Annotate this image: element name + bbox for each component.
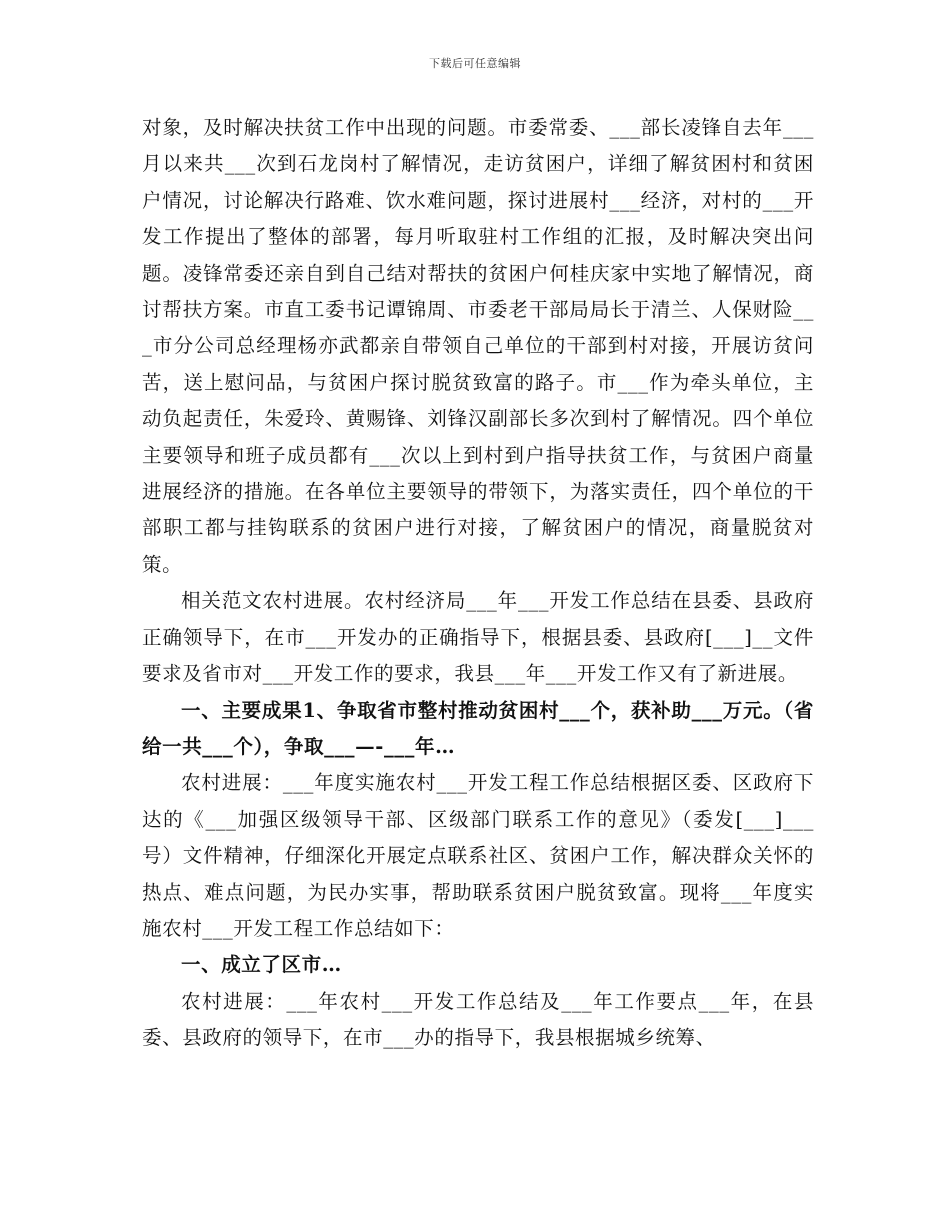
section-heading-main-results: 一、主要成果1、争取省市整村推动贫困村___个，获补助___万元。（省给一共___个），争取___—-___年…: [142, 698, 814, 758]
document-body: [142, 110, 814, 1057]
paragraph-2: 相关范文农村进展。农村经济局___年___开发工作总结在县委、县政府正确领导下，在市___开发办的正确指导下，根据县委、县政府[___]__文件要求及省市对___开发工作的要求，我县___年___开发工作又有了新进展。: [142, 589, 814, 686]
paragraph-6: 农村进展：___年农村___开发工作总结及___年工作要点___年，在县委、县政府的领导下，在市___办的指导下，我县根据城乡统筹、: [142, 989, 814, 1050]
paragraph-1: 对象，及时解决扶贫工作中出现的问题。市委常委、___部长凌锋自去年___月以来共___次到石龙岗村了解情况，走访贫困户，详细了解贫困村和贫困户情况，讨论解决行路难、饮水难问题，探讨进展村___经济，对村的___开发工作提出了整体的部署，每月听取驻村工作组的汇报，及时解决突出问题。凌锋常委还亲自到自己结对帮扶的贫困户何桂庆家中实地了解情况，商讨帮扶方案。市直工委书记谭锦周、市委老干部局局长于清兰、人保财险___市分公司总经理杨亦武都亲自带领自己单位的干部到村对接，开展访贫问苦，送上慰问品，与贫困户探讨脱贫致富的路子。市___作为牵头单位，主动负起责任，朱爱玲、黄赐锋、刘锋汉副部长多次到村了解情况。四个单位主要领导和班子成员都有___次以上到村到户指导扶贫工作，与贫困户商量进展经济的措施。在各单位主要领导的带领下，为落实责任，四个单位的干部职工都与挂钩联系的贫困户进行对接，了解贫困户的情况，商量脱贫对策。: [142, 116, 814, 576]
paragraph-4: 农村进展：___年度实施农村___开发工程工作总结根据区委、区政府下达的《___加强区级领导干部、区级部门联系工作的意见》（委发[___]___号）文件精神，仔细深化开展定点联系社区、贫困户工作，解决群众关怀的热点、难点问题，为民办实事，帮助联系贫困户脱贫致富。现将___年度实施农村___开发工程工作总结如下：: [142, 771, 814, 940]
section-heading-district: 一、成立了区市…: [181, 953, 342, 977]
page-header: 下载后可任意编辑: [429, 57, 521, 70]
